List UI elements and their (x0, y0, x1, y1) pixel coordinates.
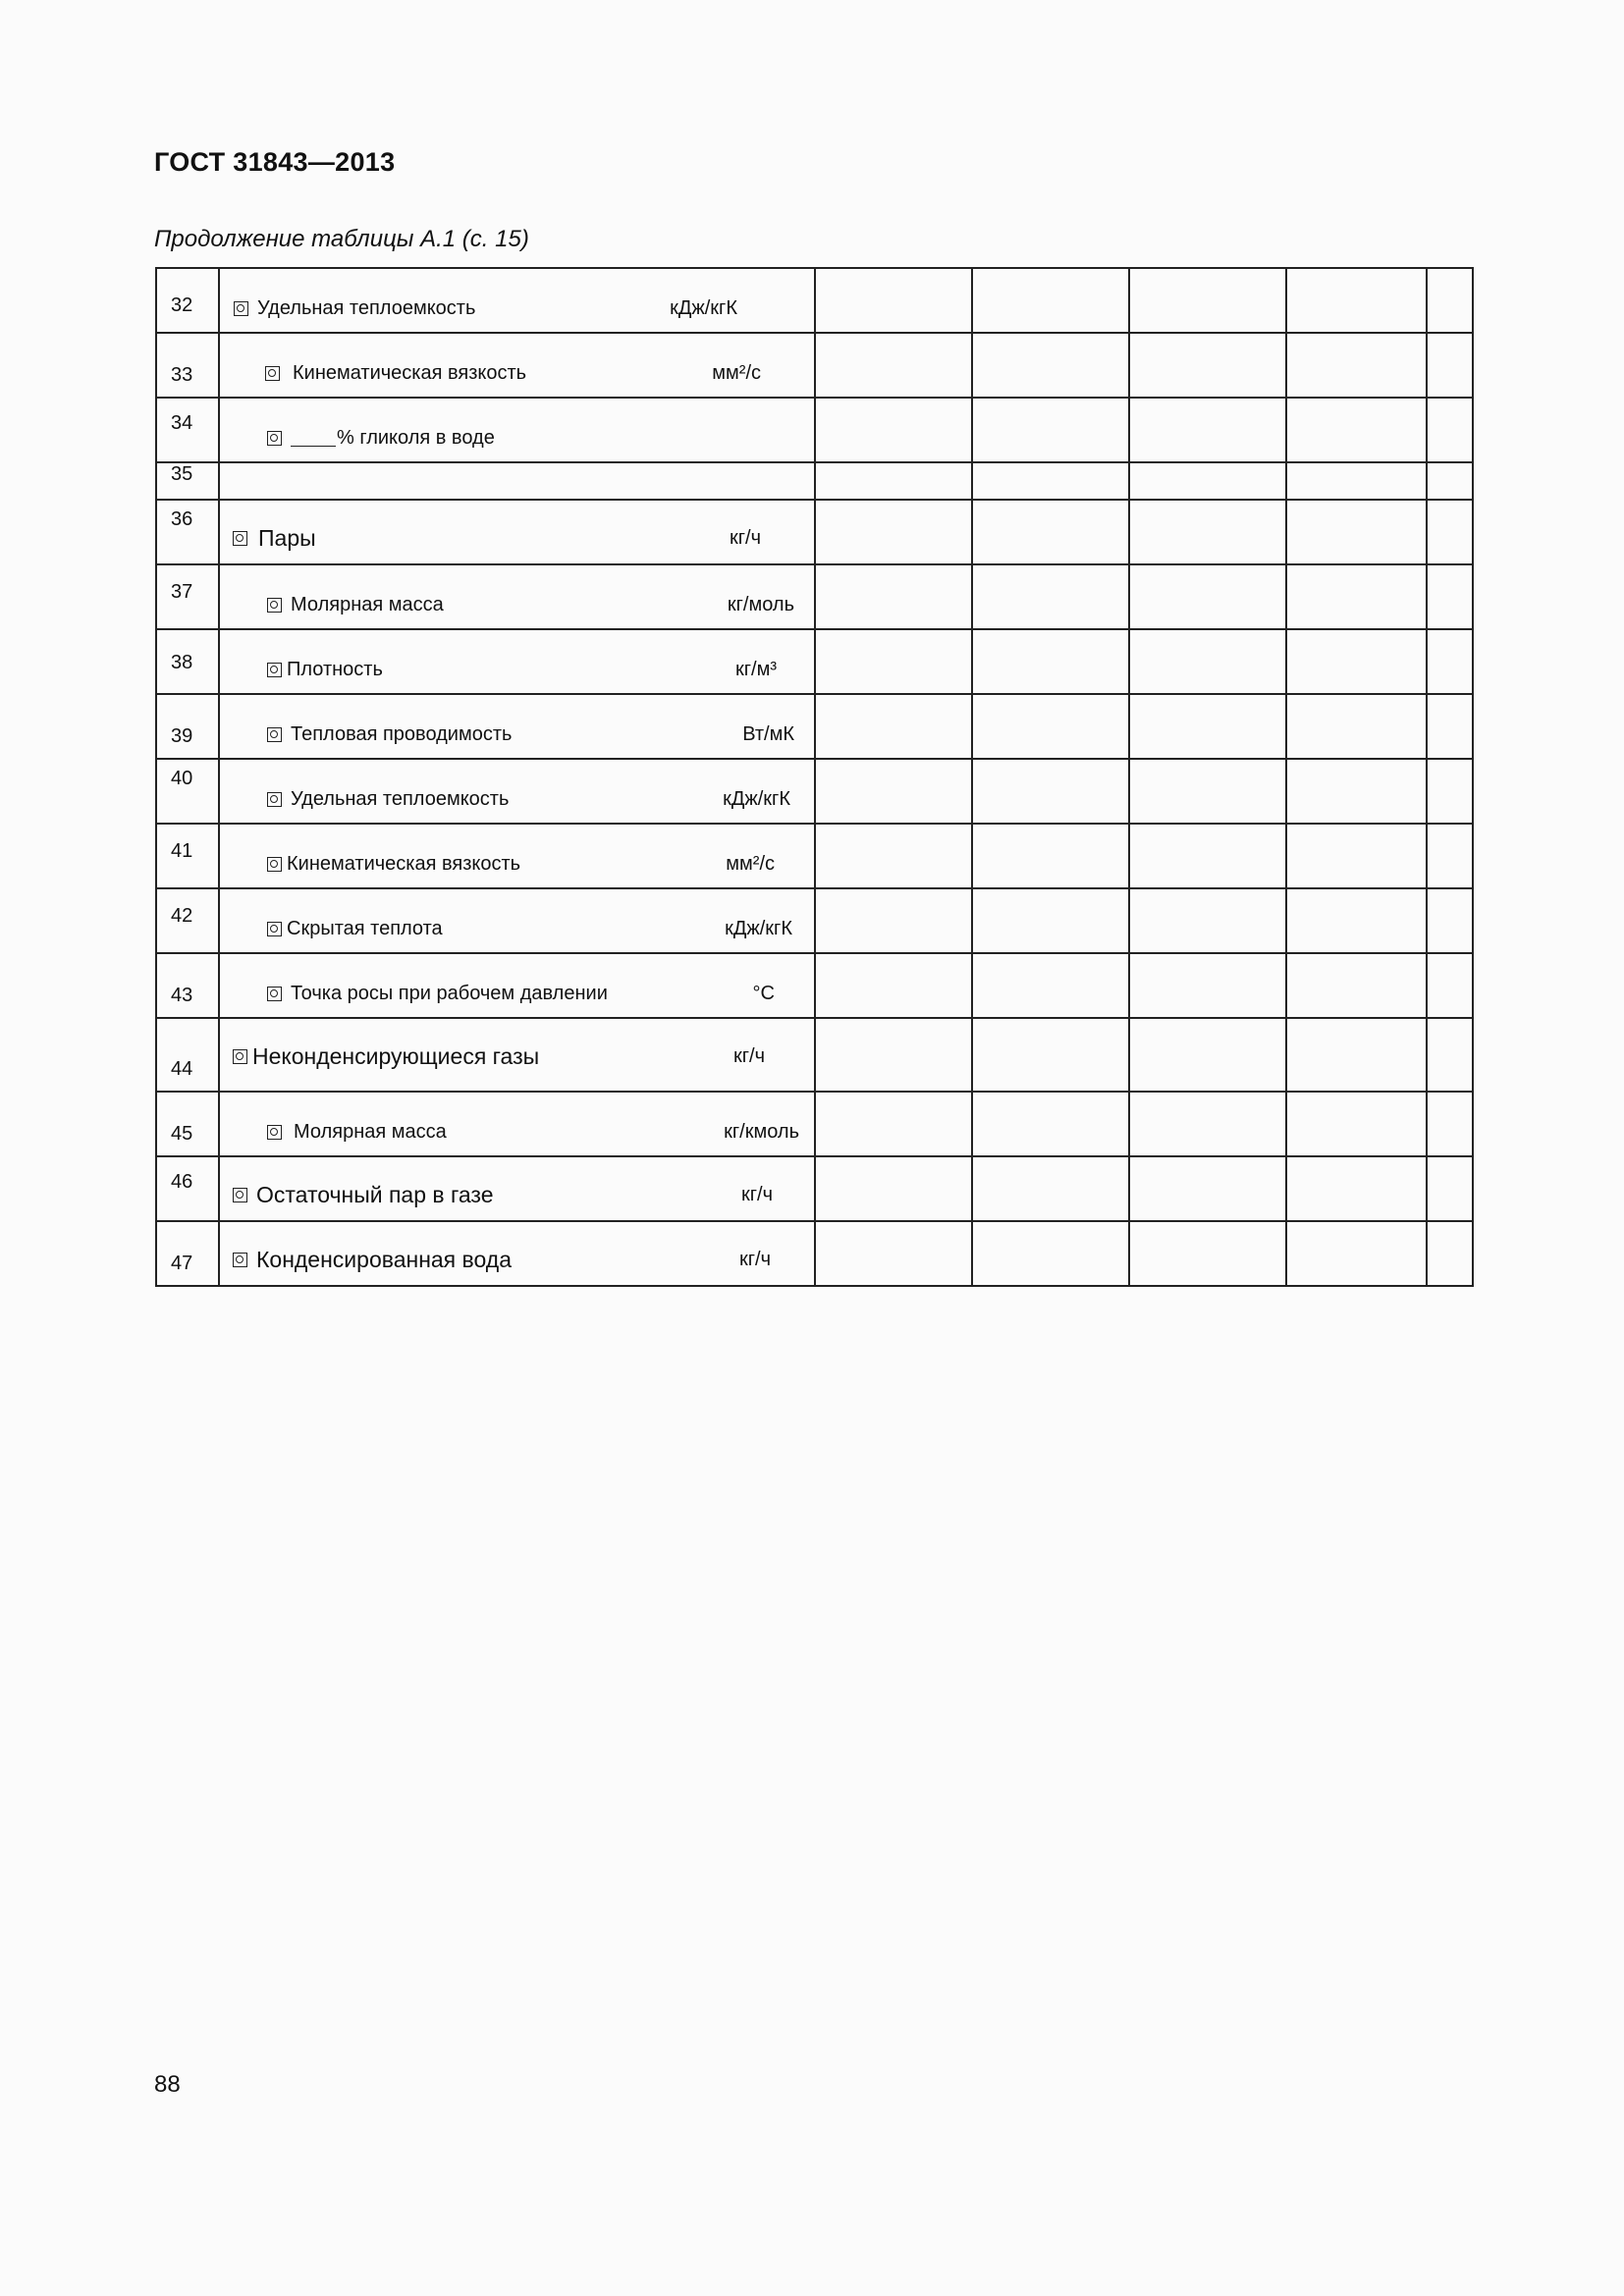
row-label: Пары (258, 525, 316, 551)
checkbox-icon[interactable] (233, 1253, 247, 1267)
checkbox-icon[interactable] (267, 1125, 282, 1140)
row-label: Тепловая проводимость (291, 723, 513, 745)
row-unit: кг/ч (729, 527, 761, 549)
row-label: Кинематическая вязкость (287, 853, 521, 875)
table-row (156, 953, 1473, 1018)
row-item (233, 525, 794, 552)
row-number: 44 (171, 1058, 193, 1080)
blank-fill-line[interactable] (291, 430, 336, 447)
row-label: % гликоля в воде (337, 427, 495, 449)
table-row (156, 500, 1473, 564)
row-item (233, 1247, 794, 1273)
table-row (156, 1018, 1473, 1092)
checkbox-icon[interactable] (267, 727, 282, 742)
row-unit: °С (752, 983, 775, 1004)
checkbox-icon[interactable] (267, 922, 282, 936)
checkbox-icon[interactable] (267, 792, 282, 807)
row-number: 45 (171, 1123, 193, 1145)
row-item (233, 1043, 794, 1070)
table-row (156, 462, 1473, 500)
row-label: Кинематическая вязкость (293, 362, 527, 384)
row-unit: кг/ч (738, 1249, 771, 1270)
row-item (267, 788, 794, 811)
row-item (234, 297, 794, 320)
table-row (156, 1092, 1473, 1156)
row-number: 35 (171, 463, 193, 485)
row-label: Конденсированная вода (256, 1247, 512, 1272)
row-label: Молярная масса (291, 594, 444, 615)
row-number: 37 (171, 581, 193, 603)
row-item (267, 853, 794, 876)
row-unit: кДж/кгК (725, 918, 792, 939)
row-number: 38 (171, 652, 193, 673)
row-item (267, 659, 794, 681)
row-unit: кг/ч (740, 1184, 773, 1205)
row-item (267, 723, 794, 746)
row-number: 42 (171, 905, 193, 927)
row-number: 41 (171, 840, 193, 862)
row-number: 36 (171, 508, 193, 530)
document-header: ГОСТ 31843—2013 (154, 147, 396, 177)
row-unit: кг/ч (732, 1045, 765, 1067)
row-label: Удельная теплоемкость (257, 297, 476, 319)
checkbox-icon[interactable] (234, 301, 248, 316)
row-item (267, 918, 794, 940)
table-row (156, 398, 1473, 462)
row-number: 32 (171, 294, 193, 316)
row-label: Точка росы при рабочем давлении (291, 983, 608, 1004)
row-item (233, 1182, 794, 1208)
table-row (156, 824, 1473, 888)
table-row (156, 629, 1473, 694)
row-item (267, 427, 794, 450)
row-unit: кДж/кгК (670, 297, 737, 319)
page-number: 88 (154, 2071, 181, 2098)
checkbox-icon[interactable] (233, 1188, 247, 1202)
table-row (156, 564, 1473, 629)
table-row (156, 333, 1473, 398)
row-item (265, 362, 794, 385)
row-unit: кг/м³ (734, 659, 777, 680)
table-row (156, 1156, 1473, 1221)
row-number: 39 (171, 725, 193, 747)
row-item (267, 983, 794, 1005)
row-item (267, 594, 794, 616)
data-table (155, 267, 1474, 1287)
row-number: 33 (171, 364, 193, 386)
row-item (267, 1121, 799, 1144)
row-number: 46 (171, 1171, 193, 1193)
row-label: Молярная масса (294, 1121, 447, 1143)
row-label: Скрытая теплота (287, 918, 443, 939)
checkbox-icon[interactable] (267, 431, 282, 446)
table-row (156, 268, 1473, 333)
row-label: Остаточный пар в газе (256, 1182, 494, 1207)
checkbox-icon[interactable] (267, 857, 282, 872)
row-label: Плотность (287, 659, 383, 680)
row-number: 43 (171, 985, 193, 1006)
table-row (156, 888, 1473, 953)
row-label: Удельная теплоемкость (291, 788, 510, 810)
table-row (156, 694, 1473, 759)
checkbox-icon[interactable] (265, 366, 280, 381)
row-unit: кДж/кгК (723, 788, 790, 810)
row-unit: мм²/с (726, 853, 775, 875)
row-number: 40 (171, 768, 193, 789)
checkbox-icon[interactable] (267, 598, 282, 613)
table-caption: Продолжение таблицы А.1 (с. 15) (154, 226, 529, 252)
row-number: 47 (171, 1253, 193, 1274)
checkbox-icon[interactable] (267, 987, 282, 1001)
row-unit: мм²/с (712, 362, 761, 384)
row-label: Неконденсирующиеся газы (252, 1043, 540, 1069)
row-unit: кг/кмоль (724, 1121, 799, 1143)
checkbox-icon[interactable] (267, 663, 282, 677)
row-number: 34 (171, 412, 193, 434)
checkbox-icon[interactable] (233, 531, 247, 546)
table-row (156, 759, 1473, 824)
row-unit: Вт/мК (742, 723, 794, 745)
table-row (156, 1221, 1473, 1286)
checkbox-icon[interactable] (233, 1049, 247, 1064)
row-unit: кг/моль (727, 594, 794, 615)
